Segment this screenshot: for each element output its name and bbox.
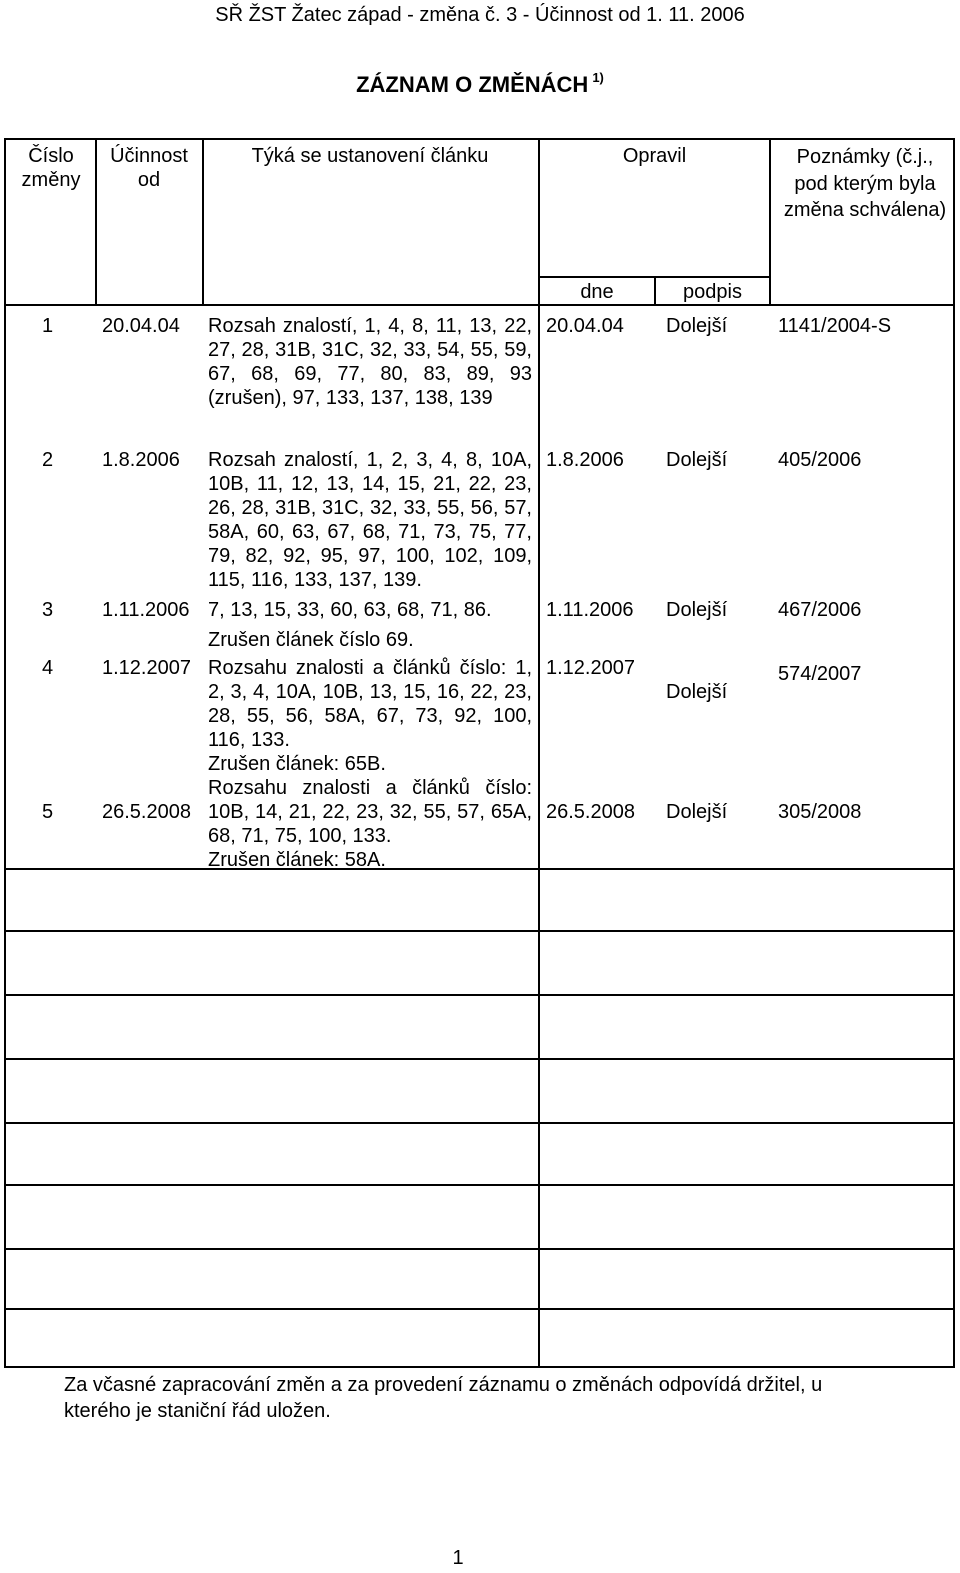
- row-2-articles: Rozsah znalostí, 1, 2, 3, 4, 8, 10A, 10B, 11, 12, 13, 14, 15, 21, 22, 23, 26, 28, 31B, 31C, 32, 33, 55, 56, 57, 58A, 60, 63, 67, 68, 71, 73, 75, 77, 79, 82, 92, 95, 97, 100, 102, 109, 115, 116, 133, 137, 139.: [208, 449, 532, 591]
- row-4-date: 1.12.2007: [102, 657, 191, 679]
- col-divider: [95, 140, 97, 306]
- col-header-cislo: Číslo změny: [21, 145, 81, 191]
- row-3-dne: 1.11.2006: [546, 599, 634, 621]
- page-number: 1: [452, 1547, 464, 1569]
- row-4-cancelled: Zrušen článek: 65B.: [208, 753, 386, 775]
- row-1-number: 1: [42, 315, 54, 337]
- row-2-note: 405/2006: [778, 449, 862, 471]
- row-2-dne: 1.8.2006: [546, 449, 624, 471]
- row-4-note: 574/2007: [778, 663, 862, 685]
- row-3-cancelled: Zrušen článek číslo 69.: [208, 629, 414, 651]
- title-footnote-mark: 1): [592, 70, 604, 85]
- row-divider: [6, 994, 955, 996]
- row-5-number: 5: [42, 801, 54, 823]
- col-header-tyka: Týká se ustanovení článku: [251, 145, 489, 167]
- row-divider: [538, 276, 771, 278]
- row-1-dne: 20.04.04: [546, 315, 624, 337]
- row-divider: [6, 304, 955, 306]
- col-header-opravil: Opravil: [622, 145, 687, 167]
- row-2-podpis: Dolejší: [666, 449, 728, 471]
- row-1-podpis: Dolejší: [666, 315, 728, 337]
- row-5-note: 305/2008: [778, 801, 862, 823]
- row-3-number: 3: [42, 599, 54, 621]
- page-title: [0, 70, 960, 98]
- row-4-podpis: Dolejší: [666, 681, 728, 703]
- row-5-dne: 26.5.2008: [546, 801, 635, 823]
- row-5-date: 26.5.2008: [102, 801, 191, 823]
- row-4-dne: 1.12.2007: [546, 657, 635, 679]
- col-header-dne: dne: [580, 281, 614, 303]
- page-header: SŘ ŽST Žatec západ - změna č. 3 - Účinnost od 1. 11. 2006: [215, 4, 745, 26]
- col-header-ucinnost: Účinnost od: [110, 145, 188, 191]
- row-divider: [6, 1122, 955, 1124]
- row-divider: [6, 1058, 955, 1060]
- row-3-articles: 7, 13, 15, 33, 60, 63, 68, 71, 86.: [208, 599, 492, 621]
- row-divider: [6, 1308, 955, 1310]
- row-1-note: 1141/2004-S: [778, 315, 892, 337]
- row-3-note: 467/2006: [778, 599, 862, 621]
- row-1-articles: Rozsah znalostí, 1, 4, 8, 11, 13, 22, 27, 28, 31B, 31C, 32, 33, 54, 55, 59, 67, 68, 69, 77, 80, 83, 89, 93 (zrušen), 97, 133, 137, 138, 139: [208, 315, 532, 409]
- footer-note: Za včasné zapracování změn a za provedení záznamu o změnách odpovídá držitel, u kterého je staniční řád uložen.: [64, 1374, 823, 1422]
- row-divider: [6, 1248, 955, 1250]
- row-divider: [6, 930, 955, 932]
- row-5-cancelled: Zrušen článek: 58A.: [208, 849, 386, 871]
- row-5-articles: Rozsahu znalosti a článků číslo: 10B, 14, 21, 22, 23, 32, 55, 57, 65A, 68, 71, 75, 100, 133.: [208, 777, 532, 847]
- row-2-number: 2: [42, 449, 54, 471]
- title-text: ZÁZNAM O ZMĚNÁCH: [356, 72, 589, 97]
- row-2-date: 1.8.2006: [102, 449, 180, 471]
- row-4-number: 4: [42, 657, 54, 679]
- changes-table: [4, 138, 955, 1368]
- col-divider: [769, 140, 771, 306]
- row-4-articles: Rozsahu znalosti a článků číslo: 1, 2, 3, 4, 10A, 10B, 13, 15, 16, 22, 23, 28, 55, 56, 58A, 67, 73, 92, 100, 116, 133.: [208, 657, 532, 751]
- row-divider: [6, 1184, 955, 1186]
- row-1-date: 20.04.04: [102, 315, 180, 337]
- row-3-podpis: Dolejší: [666, 599, 728, 621]
- row-3-date: 1.11.2006: [102, 599, 190, 621]
- row-5-podpis: Dolejší: [666, 801, 728, 823]
- col-header-poznamky: Poznámky (č.j., pod kterým byla změna schválena): [783, 146, 947, 221]
- col-header-podpis: podpis: [683, 281, 742, 303]
